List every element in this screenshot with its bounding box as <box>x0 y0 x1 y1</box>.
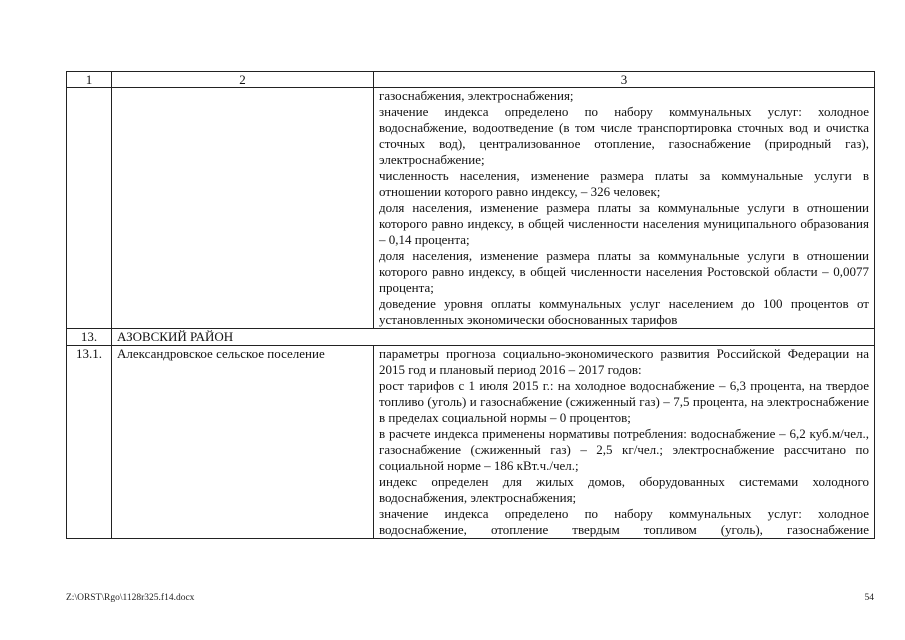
settlement-name: Александровское сельское поселение <box>112 346 374 539</box>
file-path: Z:\ORST\Rgo\1128r325.f14.docx <box>66 593 195 603</box>
description-paragraph: доведение уровня оплаты коммунальных услуг населением до 100 процентов от установленных экономически обоснованных тарифов <box>379 296 869 327</box>
row-number: 13.1. <box>67 346 112 539</box>
section-title: АЗОВСКИЙ РАЙОН <box>112 329 875 346</box>
description-paragraph: параметры прогноза социально-экономического развития Российской Федерации на 2015 год и плановый период 2016 – 2017 годов: <box>379 346 869 377</box>
description-paragraph: численность населения, изменение размера платы за коммунальные услуги в отношении которого равно индексу, – 326 человек; <box>379 168 869 199</box>
row-name-cell <box>112 88 374 329</box>
description-paragraph: значение индекса определено по набору коммунальных услуг: холодное водоснабжение, водоотведение (в том числе транспортировка сточных вод и очистка сточных вод), централизованное отопление, газоснабжение (природный газ), электроснабжение; <box>379 104 869 167</box>
section-number: 13. <box>67 329 112 346</box>
description-paragraph: доля населения, изменение размера платы за коммунальные услуги в отношении которого равно индексу, в общей численности населения муниципального образования – 0,14 процента; <box>379 200 869 247</box>
row-number-cell <box>67 88 112 329</box>
description-paragraph: значение индекса определено по набору коммунальных услуг: холодное водоснабжение, отопление твердым топливом (уголь), газоснабжение <box>379 506 869 537</box>
table-header-row <box>67 72 875 88</box>
document-table <box>66 71 875 539</box>
table-row <box>67 346 875 539</box>
header-col-2: 2 <box>112 72 374 88</box>
description-paragraph: газоснабжения, электроснабжения; <box>379 88 574 103</box>
description-paragraph: индекс определен для жилых домов, оборудованных системами холодного водоснабжения, электроснабжения; <box>379 474 869 505</box>
row-description-cell <box>374 88 875 329</box>
description-paragraph: рост тарифов с 1 июля 2015 г.: на холодное водоснабжение – 6,3 процента, на твердое топливо (уголь) и газоснабжение (сжиженный газ) – 7,5 процента, на электроснабжение в пределах социальной нормы – 0 процентов; <box>379 378 869 425</box>
header-col-3: 3 <box>374 72 875 88</box>
section-row <box>67 329 875 346</box>
table-row-continuation <box>67 88 875 329</box>
description-paragraph: в расчете индекса применены нормативы потребления: водоснабжение – 6,2 куб.м/чел., газоснабжение (сжиженный газ) – 2,5 кг/чел.; электроснабжение рассчитано по социальной норме – 186 кВт.ч./чел.; <box>379 426 869 473</box>
page-number: 54 <box>864 593 874 603</box>
header-col-1: 1 <box>67 72 112 88</box>
description-paragraph: доля населения, изменение размера платы за коммунальные услуги в отношении которого равно индексу, в общей численности населения Ростовской области – 0,0077 процента; <box>379 248 869 295</box>
row-description-cell <box>374 346 875 539</box>
